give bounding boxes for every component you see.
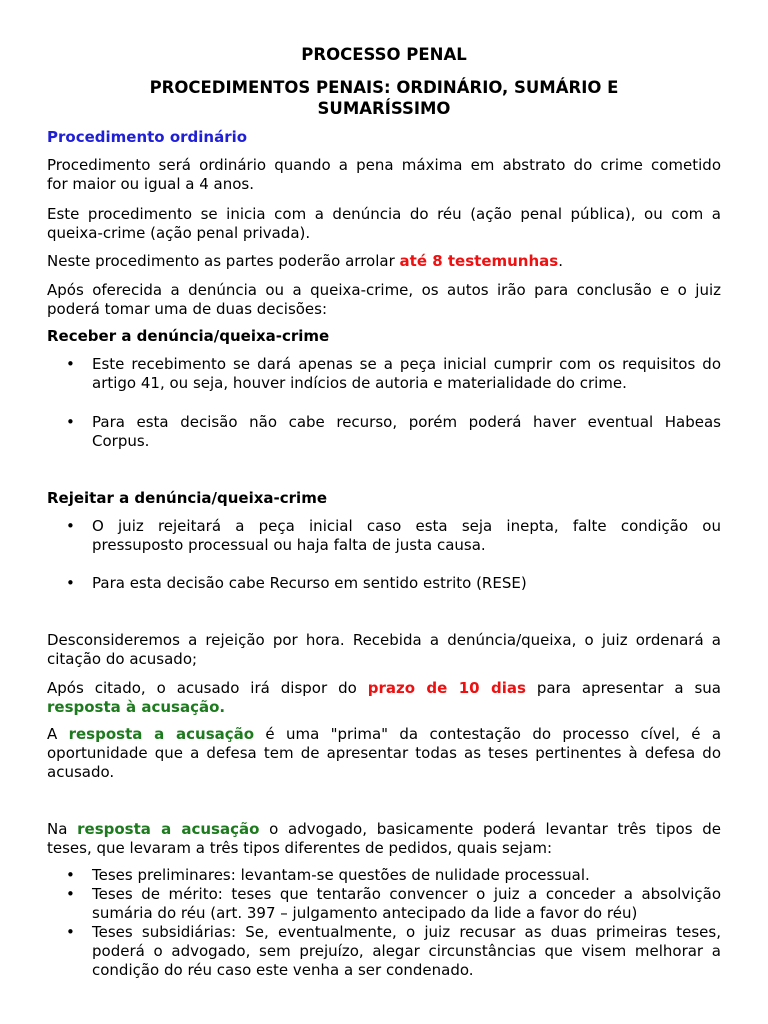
bullet-icon: • (66, 923, 75, 941)
paragraph-resposta-definicao (47, 725, 721, 782)
list-item-text (92, 885, 721, 923)
text-line: pressuposto processual ou haja falta de justa causa. (92, 536, 486, 554)
paragraph-definicao (47, 156, 721, 194)
paragraph-prazo (47, 679, 721, 717)
section-heading-receber: Receber a denúncia/queixa-crime (47, 327, 330, 345)
text-line: Desconsideremos a rejeição por hora. Recebida a denúncia/queixa, o juiz ordenará a (47, 631, 721, 649)
text-line: artigo 41, ou seja, houver indícios de autoria e materialidade do crime. (92, 374, 627, 392)
text-line: citação do acusado; (47, 650, 198, 668)
text-line: acusado. (47, 763, 115, 781)
text-segment: . (558, 252, 563, 270)
text-segment: Após citado, o acusado irá dispor do (47, 679, 368, 697)
paragraph-decisoes (47, 281, 721, 319)
text-line: poderá tomar uma de duas decisões: (47, 300, 328, 318)
text-segment: Neste procedimento as partes poderão arrolar (47, 252, 400, 270)
highlight-prazo: prazo de 10 dias (367, 679, 526, 697)
list-item-text: Teses preliminares: levantam-se questões de nulidade processual. (92, 866, 590, 884)
document-subtitle (47, 77, 721, 119)
bullet-icon: • (66, 574, 75, 592)
text-line: Teses de mérito: teses que tentarão convencer o juiz a conceder a absolvição (92, 885, 721, 903)
bullet-icon: • (66, 355, 75, 373)
section-heading-procedimento-ordinario: Procedimento ordinário (47, 128, 248, 146)
text-line: for maior ou igual a 4 anos. (47, 175, 254, 193)
text-line: oportunidade que a defesa tem de apresentar todas as teses pertinentes à defesa do (47, 744, 721, 762)
bullet-icon: • (66, 413, 75, 431)
text-line: sumária do réu (art. 397 – julgamento antecipado da lide a favor do réu) (92, 904, 638, 922)
text-line: Teses subsidiárias: Se, eventualmente, o juiz recusar as duas primeiras teses, (92, 923, 721, 941)
highlight-resposta: resposta à acusação. (47, 698, 226, 716)
list-item-text (92, 923, 721, 980)
list-item-text: Para esta decisão cabe Recurso em sentido estrito (RESE) (92, 574, 527, 592)
bullet-icon: • (66, 885, 75, 903)
text-line: Após oferecida a denúncia ou a queixa-crime, os autos irão para conclusão e o juiz (47, 281, 721, 299)
text-line: Procedimento será ordinário quando a pena máxima em abstrato do crime cometido (47, 156, 721, 174)
paragraph-citacao (47, 631, 721, 669)
text-line: poderá o advogado, sem prejuízo, alegar circunstâncias que visem melhorar a (92, 942, 721, 960)
text-segment: Na (47, 820, 78, 838)
text-line (47, 725, 721, 744)
subtitle-line: PROCEDIMENTOS PENAIS: ORDINÁRIO, SUMÁRIO E (149, 78, 619, 97)
text-line: Corpus. (92, 432, 150, 450)
highlight-testemunhas: até 8 testemunhas (399, 252, 559, 270)
text-line (47, 679, 721, 698)
text-segment: o advogado, basicamente poderá levantar três tipos de (259, 820, 721, 838)
paragraph-inicio (47, 205, 721, 243)
text-line: Este recebimento se dará apenas se a peça inicial cumprir com os requisitos do (92, 355, 721, 373)
text-line: O juiz rejeitará a peça inicial caso esta seja inepta, falte condição ou (92, 517, 721, 535)
text-segment: A (47, 725, 69, 743)
text-segment: é uma "prima" da contestação do processo cível, é a (254, 725, 722, 743)
text-segment: para apresentar a sua (525, 679, 722, 697)
list-item-text (92, 413, 721, 451)
text-line: queixa-crime (ação penal privada). (47, 224, 311, 242)
highlight-resposta: resposta a acusação (68, 725, 255, 743)
highlight-resposta: resposta a acusação (77, 820, 260, 838)
list-item-text (92, 517, 721, 555)
paragraph-testemunhas (47, 252, 721, 271)
text-line: Para esta decisão não cabe recurso, porém poderá haver eventual Habeas (92, 413, 721, 431)
text-line (47, 820, 721, 839)
bullet-icon: • (66, 517, 75, 535)
bullet-icon: • (66, 866, 75, 884)
list-item-text (92, 355, 721, 393)
section-heading-rejeitar: Rejeitar a denúncia/queixa-crime (47, 489, 328, 507)
document-title: PROCESSO PENAL (301, 45, 467, 64)
text-line: Este procedimento se inicia com a denúncia do réu (ação penal pública), ou com a (47, 205, 721, 223)
paragraph-teses (47, 820, 721, 858)
text-line: condição do réu caso este venha a ser condenado. (92, 961, 474, 979)
subtitle-line: SUMARÍSSIMO (317, 99, 451, 118)
text-line: teses, que levaram a três tipos diferentes de pedidos, quais sejam: (47, 839, 553, 857)
